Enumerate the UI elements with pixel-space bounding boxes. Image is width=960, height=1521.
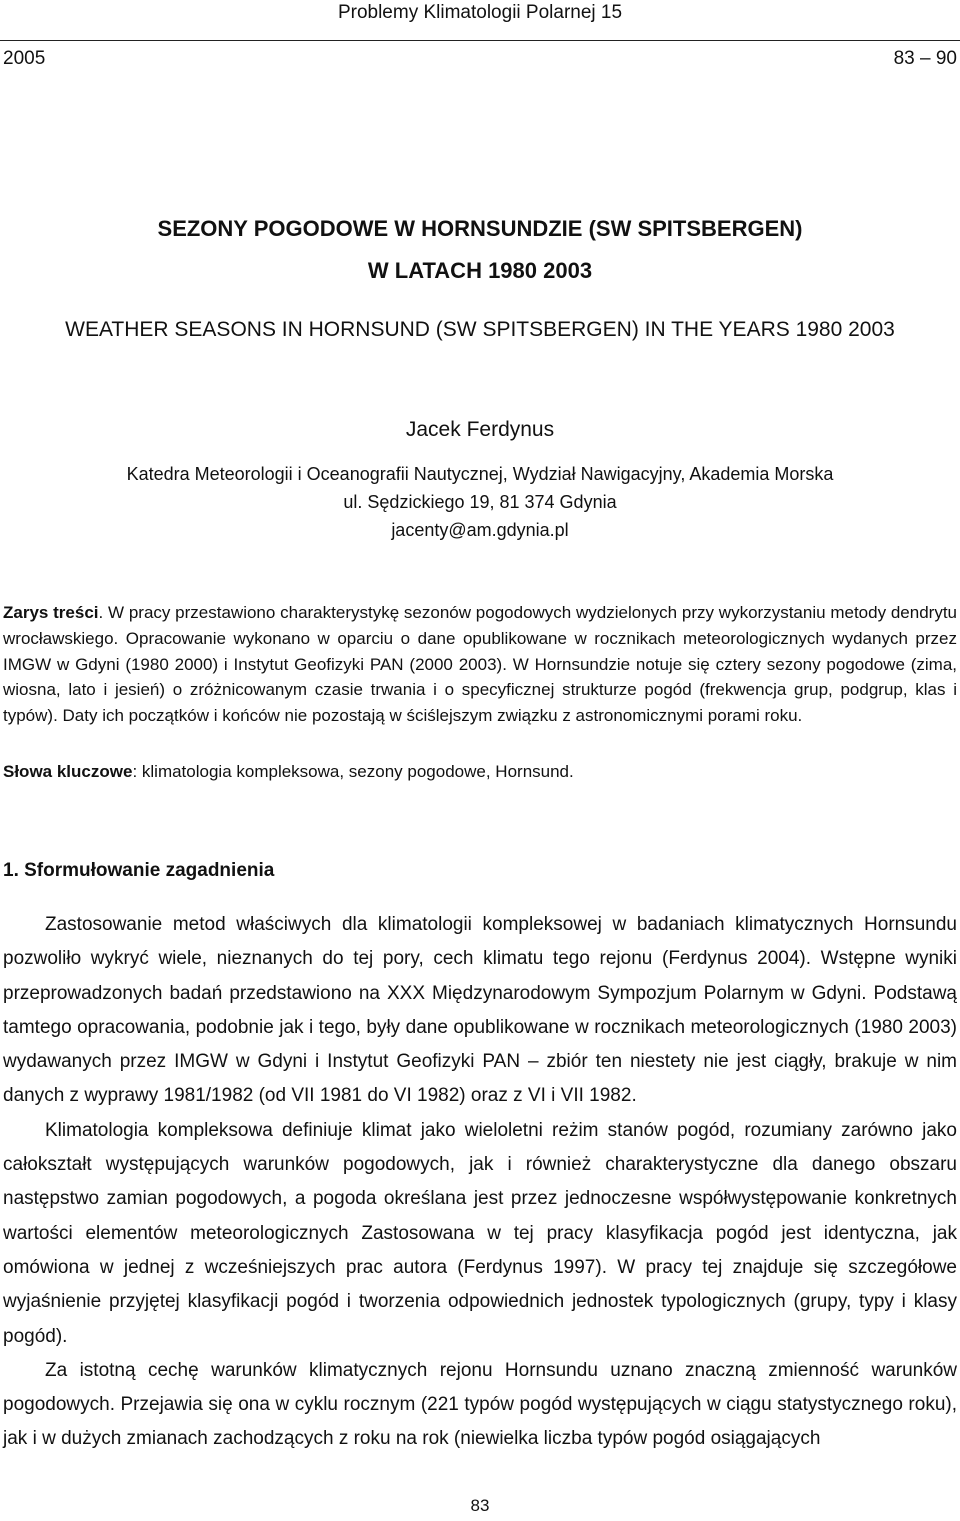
page-number: 83	[470, 1496, 490, 1515]
section-heading: 1. Sformułowanie zagadnienia	[3, 860, 275, 881]
author-name: Jacek Ferdynus	[405, 418, 555, 441]
publication-year: 2005	[3, 48, 46, 69]
abstract-text: . W pracy przestawiono charakterystykę sezonów pogodowych wydzielonych przy wykorzystaniu metody dendrytu wrocławskiego. Opracowanie wykonano w oparciu o dane opublikowane w rocznikach meteorologicznych wydanych przez IMGW w Gdyni (1980 2000) i Instytut Geofizyki PAN (2000 2003). W Hornsundzie notuje się cztery sezony pogodowe (zima, wiosna, lato i jesień) o zróżnicowanym czasie trwania i o specyficznej strukturze pogód (frekwencja grup, podgrup, klas i typów). Daty ich początków i końców nie pozostają w ściślejszym związku z astronomicznymi porami roku.	[3, 603, 958, 726]
abstract-label: Zarys treści	[3, 603, 99, 622]
title-polish-line1: SEZONY POGODOWE W HORNSUNDZIE (SW SPITSBERGEN)	[157, 216, 803, 241]
paragraph: Zastosowanie metod właściwych dla klimatologii kompleksowej w badaniach klimatycznych Hornsundu pozwoliło wykryć wiele, nieznanych do tej pory, cech klimatu tego rejonu (Ferdynus 2004). Wstępne wyniki przeprowadzonych badań przedstawiono na XXX Międzynarodowym Sympozjum Polarnym w Gdyni. Podstawą tamtego opracowania, podobnie jak i tego, były dane opublikowane w rocznikach meteorologicznych (1980 2003) wydawanych przez IMGW w Gdyni i Instytut Geofizyki PAN – zbiór ten niestety nie jest ciągły, brakuje w nim danych z wyprawy 1981/1982 (od VII 1981 do VI 1982) oraz z VI i VII 1982.	[3, 914, 957, 1107]
paragraph: Za istotną cechę warunków klimatycznych rejonu Hornsundu uznano znaczną zmienność warunków pogodowych. Przejawia się ona w cyklu rocznym (221 typów pogód występujących w ciągu statystycznego roku), jak i w dużych zmianach zachodzących z roku na rok (niewielka liczba typów pogód osiągających	[3, 1359, 957, 1450]
title-polish-line2: W LATACH 1980 2003	[367, 258, 593, 283]
affiliation: Katedra Meteorologii i Oceanografii Nautycznej, Wydział Nawigacyjny, Akademia Morska	[126, 464, 834, 484]
title-polish	[0, 208, 960, 292]
author-affiliation-block	[0, 460, 960, 544]
page-range: 83 – 90	[893, 48, 957, 69]
keywords-text: : klimatologia kompleksowa, sezony pogodowe, Hornsund.	[132, 762, 574, 781]
keywords	[3, 762, 957, 782]
address: ul. Sędzickiego 19, 81 374 Gdynia	[343, 492, 617, 512]
title-english: WEATHER SEASONS IN HORNSUND (SW SPITSBERGEN) IN THE YEARS 1980 2003	[65, 318, 895, 341]
keywords-label: Słowa kluczowe	[3, 762, 133, 781]
abstract	[3, 600, 957, 729]
journal-title: Problemy Klimatologii Polarnej 15	[337, 2, 623, 23]
section-body	[3, 908, 957, 1457]
header-rule	[0, 40, 960, 41]
email-link[interactable]: jacenty@am.gdynia.pl	[391, 520, 569, 540]
paragraph: Klimatologia kompleksowa definiuje klimat jako wieloletni reżim stanów pogód, rozumiany zarówno jako całokształt występujących warunków pogodowych, jak i również charakterystyczne dla danego obszaru następstwo zamian pogodowych, a pogoda określana jest przez jednoczesne współwystępowanie konkretnych wartości elementów meteorologicznych Zastosowana w tej pracy klasyfikacja pogód jest identyczna, jak omówiona w jednej z wcześniejszych prac autora (Ferdynus 1997). W pracy tej znajduje się szczegółowe wyjaśnienie przyjętej klasyfikacji pogód i tworzenia odpowiednich jednostek typologicznych (grupy, typy i klasy pogód).	[3, 1119, 957, 1347]
